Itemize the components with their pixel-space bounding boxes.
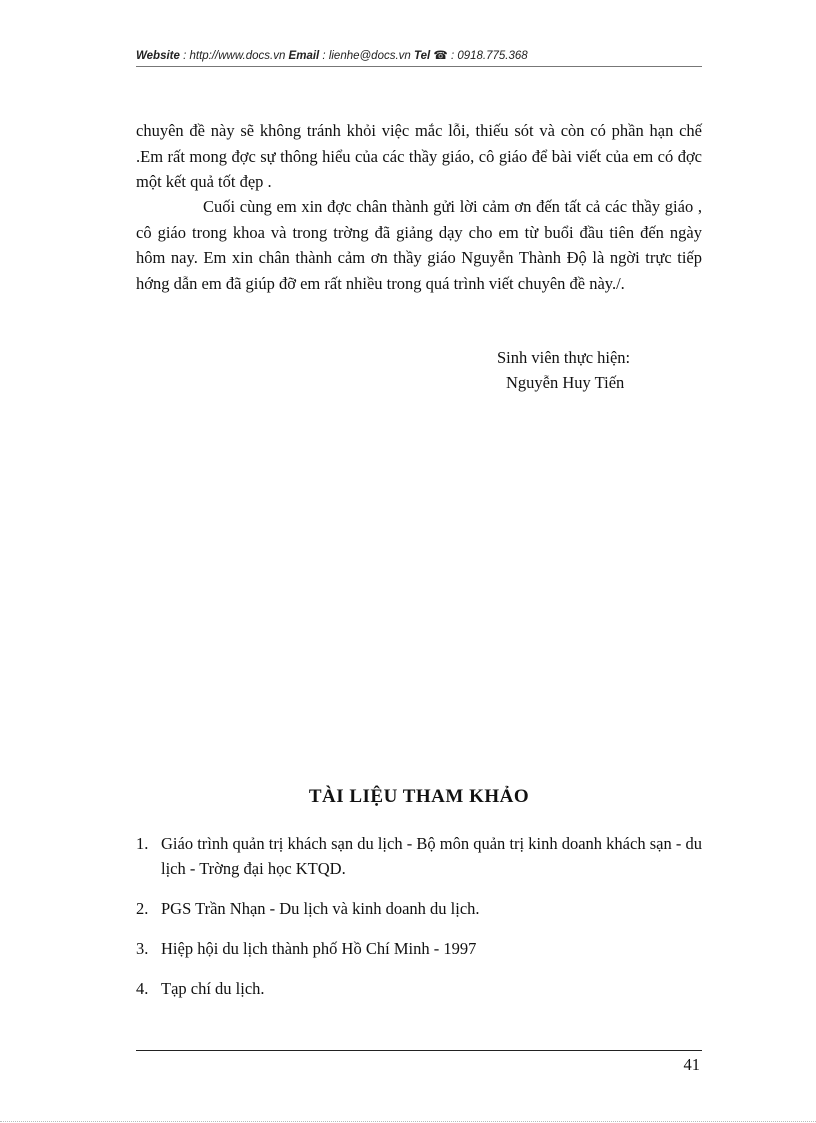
reference-number: 4. xyxy=(136,979,149,998)
reference-number: 2. xyxy=(136,899,149,918)
tel-label: Tel xyxy=(414,50,431,62)
page-number: 41 xyxy=(683,1055,700,1074)
body-paragraph-2: Cuối cùng em xin đợc chân thành gửi lời cảm ơn đến tất cả các thầy giáo , cô giáo trong khoa và trong trờng đã giảng dạy cho em từ buổi đầu tiên đến ngày hôm nay. Em xin chân thành cảm ơn thầy giáo Nguyễn Thành Độ là ngời trực tiếp hớng dẫn em đã giúp đỡ em rất nhiều trong quá trình viết chuyên đề này./. xyxy=(136,197,702,293)
signature-name: Nguyễn Huy Tiến xyxy=(506,373,625,392)
references-title: TÀI LIỆU THAM KHẢO xyxy=(308,786,530,807)
reference-item xyxy=(136,976,702,1001)
website-label: Website xyxy=(136,50,180,62)
reference-text: Giáo trình quản trị khách sạn du lịch - Bộ môn quản trị kinh doanh khách sạn - du lịch - Trờng đại học KTQD. xyxy=(161,834,702,878)
reference-text: Tạp chí du lịch. xyxy=(161,979,265,998)
reference-item xyxy=(136,936,702,961)
reference-item xyxy=(136,831,702,881)
phone-icon: ☎ xyxy=(433,50,448,62)
reference-text: Hiệp hội du lịch thành phố Hồ Chí Minh - 1997 xyxy=(161,939,477,958)
reference-number: 3. xyxy=(136,939,149,958)
tel-value: : 0918.775.368 xyxy=(447,50,528,62)
page-header xyxy=(136,48,702,62)
footer-divider xyxy=(136,1050,702,1051)
reference-text: PGS Trần Nhạn - Du lịch và kinh doanh du lịch. xyxy=(161,899,480,918)
email-value[interactable]: : lienhe@docs.vn xyxy=(319,50,415,62)
email-label: Email xyxy=(288,50,320,62)
signature-block xyxy=(497,345,630,395)
page-bottom-border xyxy=(0,1121,816,1122)
reference-number: 1. xyxy=(136,834,149,853)
website-value[interactable]: : http://www.docs.vn xyxy=(179,50,289,62)
references-list xyxy=(136,831,702,1016)
reference-item xyxy=(136,896,702,921)
body-paragraph-1: chuyên đề này sẽ không tránh khỏi việc mắc lỗi, thiếu sót và còn có phần hạn chế .Em rất mong đợc sự thông hiểu của các thầy giáo, cô giáo để bài viết của em có đợc một kết quả tốt đẹp . xyxy=(136,121,702,191)
signature-role: Sinh viên thực hiện: xyxy=(497,348,631,367)
header-divider xyxy=(136,66,702,67)
